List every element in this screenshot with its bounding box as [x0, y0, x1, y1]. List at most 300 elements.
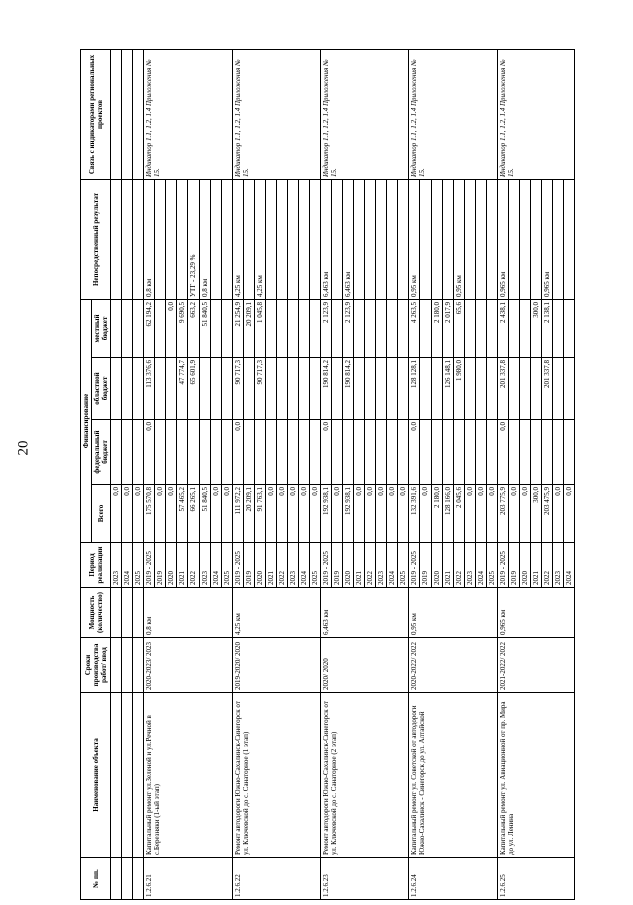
table-row [122, 50, 133, 900]
header-terms: Сроки производства работ/ ввод [81, 638, 111, 693]
total-cell: 57 465,2 [177, 485, 188, 543]
result-cell [508, 180, 519, 300]
header-period: Период реализации [81, 543, 111, 588]
federal-cell [431, 420, 442, 485]
table-row [232, 50, 243, 900]
total-cell: 51 840,5 [199, 485, 210, 543]
header-name: Наименование объекта [81, 693, 111, 858]
regional-cell [155, 358, 166, 420]
object-number: 1.2.6.21 [144, 858, 232, 900]
local-cell: 65,6 [453, 300, 464, 358]
regional-cell: 201 337,8 [541, 358, 552, 420]
federal-cell [376, 420, 387, 485]
empty-cell [111, 50, 122, 180]
result-cell [387, 180, 398, 300]
local-cell: 2 438,1 [497, 300, 508, 358]
period-cell: 2021 [177, 543, 188, 588]
table-row [409, 50, 420, 900]
federal-cell [486, 420, 497, 485]
federal-cell [343, 420, 354, 485]
header-total: Всего [92, 485, 111, 543]
local-cell: 1 045,8 [254, 300, 265, 358]
result-cell: 0,8 км [144, 180, 155, 300]
empty-cell [133, 588, 144, 638]
regional-cell: 90 717,3 [254, 358, 265, 420]
result-cell [155, 180, 166, 300]
regional-cell [210, 358, 221, 420]
result-cell [475, 180, 486, 300]
empty-cell [133, 858, 144, 900]
total-cell: 0,0 [387, 485, 398, 543]
result-cell [166, 180, 177, 300]
table-row [133, 50, 144, 900]
federal-cell [453, 420, 464, 485]
local-cell [420, 300, 431, 358]
empty-cell [133, 180, 144, 300]
header-capacity: Мощность (количество) [81, 588, 111, 638]
regional-cell [309, 358, 320, 420]
period-cell: 2025 [486, 543, 497, 588]
empty-cell [111, 300, 122, 358]
rotated-table-container [80, 50, 574, 900]
period-cell: 2022 [365, 543, 376, 588]
period-cell: 2021 [265, 543, 276, 588]
local-cell [298, 300, 309, 358]
regional-cell [464, 358, 475, 420]
result-cell: 6,463 км [343, 180, 354, 300]
local-cell: 20 209,1 [243, 300, 254, 358]
result-cell: 0,965 км [541, 180, 552, 300]
local-cell: 2 180,0 [431, 300, 442, 358]
local-cell [398, 300, 409, 358]
empty-cell [122, 358, 133, 420]
total-cell: 0,0 [298, 485, 309, 543]
empty-cell [133, 420, 144, 485]
local-cell [210, 300, 221, 358]
object-number: 1.2.6.22 [232, 858, 320, 900]
federal-cell: 0,0 [409, 420, 420, 485]
local-cell: 0,0 [166, 300, 177, 358]
table-row [144, 50, 155, 900]
object-terms: 2020-2022/ 2022 [409, 638, 497, 693]
result-cell [287, 180, 298, 300]
local-cell [486, 300, 497, 358]
regional-cell [475, 358, 486, 420]
result-cell [177, 180, 188, 300]
federal-cell [166, 420, 177, 485]
empty-cell [133, 50, 144, 180]
period-cell: 2025 [309, 543, 320, 588]
empty-cell [122, 180, 133, 300]
empty-cell [111, 420, 122, 485]
period-cell: 2021 [442, 543, 453, 588]
result-cell: 0,8 км [199, 180, 210, 300]
object-name: Ремонт автодороги Южно-Сахалинск-Синегорск от ул. Ключевской до с. Санаторное (1 этап) [232, 693, 320, 858]
local-cell: 2 123,9 [343, 300, 354, 358]
regional-cell [354, 358, 365, 420]
regional-cell [431, 358, 442, 420]
local-cell: 2 123,9 [321, 300, 332, 358]
local-cell [387, 300, 398, 358]
object-capacity: 0,95 км [409, 588, 497, 638]
local-cell [376, 300, 387, 358]
result-cell [564, 180, 575, 300]
total-cell: 0,0 [287, 485, 298, 543]
header-regional: областной бюджет [92, 358, 111, 420]
total-cell: 2 045,6 [453, 485, 464, 543]
financing-table [80, 49, 575, 900]
period-cell: 2022 [188, 543, 199, 588]
local-cell: 300,0 [530, 300, 541, 358]
total-cell: 175 570,8 [144, 485, 155, 543]
local-cell [332, 300, 343, 358]
federal-cell [420, 420, 431, 485]
total-cell: 0,0 [420, 485, 431, 543]
page-number: 20 [15, 440, 32, 456]
local-cell [365, 300, 376, 358]
indicator-link: Индикатор 1.1, 1.2, 1.4 Приложения № 15. [144, 50, 232, 180]
header-federal: федеральный бюджет [92, 420, 111, 485]
regional-cell: 126 148,1 [442, 358, 453, 420]
total-cell: 0,0 [155, 485, 166, 543]
table-body [111, 50, 575, 900]
federal-cell [177, 420, 188, 485]
federal-cell [354, 420, 365, 485]
federal-cell [276, 420, 287, 485]
object-capacity: 4,25 км [232, 588, 320, 638]
empty-cell [122, 588, 133, 638]
local-cell [553, 300, 564, 358]
result-cell [553, 180, 564, 300]
period-cell: 2019 - 2025 [321, 543, 332, 588]
local-cell [309, 300, 320, 358]
result-cell [530, 180, 541, 300]
result-cell [365, 180, 376, 300]
local-cell: 62 194,2 [144, 300, 155, 358]
total-cell: 0,0 [486, 485, 497, 543]
header-financing: Финансирование [81, 300, 92, 543]
indicator-link: Индикатор 1.1, 1.2, 1.4 Приложения № 15. [232, 50, 320, 180]
total-cell: 192 938,1 [343, 485, 354, 543]
period-cell: 2024 [298, 543, 309, 588]
period-cell: 2023 [464, 543, 475, 588]
header-link: Связь с индикаторами региональных проектов [81, 50, 111, 180]
object-name: Капитальный ремонт ул. Советской от автодороги Южно-Сахалинск - Синегорск до ул. Алтайской [409, 693, 497, 858]
total-cell: 0,0 [166, 485, 177, 543]
federal-cell [210, 420, 221, 485]
local-cell [287, 300, 298, 358]
local-cell: 2 138,1 [541, 300, 552, 358]
empty-cell [133, 358, 144, 420]
total-cell: 0,0 [519, 485, 530, 543]
regional-cell: 90 717,3 [232, 358, 243, 420]
period-cell: 2022 [453, 543, 464, 588]
period-cell: 2019 [243, 543, 254, 588]
federal-cell [387, 420, 398, 485]
federal-cell [287, 420, 298, 485]
total-cell: 0,0 [508, 485, 519, 543]
local-cell: 2 017,9 [442, 300, 453, 358]
federal-cell [508, 420, 519, 485]
period-cell: 2020 [166, 543, 177, 588]
local-cell: 663,2 [188, 300, 199, 358]
total-cell: 203 475,9 [541, 485, 552, 543]
result-cell [276, 180, 287, 300]
result-cell [309, 180, 320, 300]
period-cell: 2024 [210, 543, 221, 588]
regional-cell [287, 358, 298, 420]
federal-cell [475, 420, 486, 485]
object-number: 1.2.6.23 [321, 858, 409, 900]
period-cell: 2022 [541, 543, 552, 588]
regional-cell [508, 358, 519, 420]
federal-cell: 0,0 [321, 420, 332, 485]
total-cell: 0,0 [309, 485, 320, 543]
regional-cell [398, 358, 409, 420]
indicator-link: Индикатор 1.1, 1.2, 1.4 Приложения № 15. [497, 50, 574, 180]
federal-cell [541, 420, 552, 485]
object-capacity: 0,965 км [497, 588, 574, 638]
federal-cell: 0,0 [144, 420, 155, 485]
local-cell [519, 300, 530, 358]
period-cell: 2019 - 2025 [232, 543, 243, 588]
local-cell [464, 300, 475, 358]
regional-cell [166, 358, 177, 420]
regional-cell [387, 358, 398, 420]
total-cell: 2 180,0 [431, 485, 442, 543]
regional-cell: 128 128,1 [409, 358, 420, 420]
local-cell: 21 254,9 [232, 300, 243, 358]
regional-cell [332, 358, 343, 420]
local-cell [155, 300, 166, 358]
total-cell: 0,0 [265, 485, 276, 543]
result-cell [431, 180, 442, 300]
total-cell: 91 763,1 [254, 485, 265, 543]
result-cell [243, 180, 254, 300]
federal-cell [265, 420, 276, 485]
empty-cell [122, 693, 133, 858]
total-cell: 0,0 [553, 485, 564, 543]
period-cell: 2020 [254, 543, 265, 588]
indicator-link: Индикатор 1.1, 1.2, 1.4 Приложения № 15. [321, 50, 409, 180]
total-cell: 300,0 [530, 485, 541, 543]
total-cell: 0,0 [475, 485, 486, 543]
period-cell: 2020 [343, 543, 354, 588]
period-cell: 2025 [398, 543, 409, 588]
regional-cell: 190 814,2 [321, 358, 332, 420]
federal-cell [530, 420, 541, 485]
object-terms: 2019-2020/ 2020 [232, 638, 320, 693]
object-name: Капитальный ремонт ул. Авиационной от пр. Мира до ул. Ленина [497, 693, 574, 858]
period-cell: 2024 [387, 543, 398, 588]
period-cell: 2019 - 2025 [409, 543, 420, 588]
regional-cell: 47 774,7 [177, 358, 188, 420]
federal-cell [254, 420, 265, 485]
local-cell [475, 300, 486, 358]
result-cell: 4,25 км [232, 180, 243, 300]
total-cell: 0,0 [210, 485, 221, 543]
period-cell: 2023 [376, 543, 387, 588]
federal-cell: 0,0 [497, 420, 508, 485]
empty-cell [133, 693, 144, 858]
total-cell: 128 166,0 [442, 485, 453, 543]
table-row [321, 50, 332, 900]
result-cell [464, 180, 475, 300]
federal-cell [221, 420, 232, 485]
regional-cell: 201 337,8 [497, 358, 508, 420]
empty-cell [111, 858, 122, 900]
period-cell: 2021 [530, 543, 541, 588]
result-cell: 6,463 км [321, 180, 332, 300]
result-cell [398, 180, 409, 300]
object-number: 1.2.6.25 [497, 858, 574, 900]
result-cell: 0,95 км [453, 180, 464, 300]
regional-cell [265, 358, 276, 420]
federal-cell [155, 420, 166, 485]
result-cell: 0,95 км [409, 180, 420, 300]
result-cell [332, 180, 343, 300]
regional-cell: 1 980,0 [453, 358, 464, 420]
empty-cell [111, 180, 122, 300]
period-cell: 2021 [354, 543, 365, 588]
header-result: Непосредственный результат [81, 180, 111, 300]
federal-cell [365, 420, 376, 485]
empty-cell [111, 588, 122, 638]
federal-cell [243, 420, 254, 485]
object-number: 1.2.6.24 [409, 858, 497, 900]
object-terms: 2020-2023/ 2023 [144, 638, 232, 693]
period-cell: 2023 [111, 543, 122, 588]
object-name: Ремонт автодороги Южно-Сахалинск-Синегорск от ул. Ключевской до с. Санаторное (2 этап) [321, 693, 409, 858]
regional-cell [553, 358, 564, 420]
regional-cell: 190 814,2 [343, 358, 354, 420]
period-cell: 2024 [122, 543, 133, 588]
regional-cell [298, 358, 309, 420]
result-cell: 0,965 км [497, 180, 508, 300]
total-cell: 0,0 [122, 485, 133, 543]
empty-cell [122, 50, 133, 180]
period-cell: 2019 [420, 543, 431, 588]
header-local: местный бюджет [92, 300, 111, 358]
object-name: Капитальный ремонт ул.Зеленой и ул.Речной в с.Березняки (1-ый этап) [144, 693, 232, 858]
regional-cell [564, 358, 575, 420]
empty-cell [111, 638, 122, 693]
result-cell [442, 180, 453, 300]
local-cell: 4 263,5 [409, 300, 420, 358]
empty-cell [122, 638, 133, 693]
total-cell: 0,0 [354, 485, 365, 543]
empty-cell [122, 300, 133, 358]
total-cell: 0,0 [276, 485, 287, 543]
federal-cell [298, 420, 309, 485]
result-cell [376, 180, 387, 300]
total-cell: 192 938,1 [321, 485, 332, 543]
object-capacity: 6,463 км [321, 588, 409, 638]
regional-cell [276, 358, 287, 420]
federal-cell [564, 420, 575, 485]
period-cell: 2024 [564, 543, 575, 588]
result-cell [221, 180, 232, 300]
total-cell: 111 972,2 [232, 485, 243, 543]
regional-cell [420, 358, 431, 420]
federal-cell [442, 420, 453, 485]
total-cell: 0,0 [221, 485, 232, 543]
total-cell: 0,0 [376, 485, 387, 543]
federal-cell: 0,0 [232, 420, 243, 485]
federal-cell [332, 420, 343, 485]
total-cell: 20 209,1 [243, 485, 254, 543]
empty-cell [111, 693, 122, 858]
regional-cell [519, 358, 530, 420]
period-cell: 2023 [199, 543, 210, 588]
empty-cell [133, 638, 144, 693]
regional-cell: 113 376,6 [144, 358, 155, 420]
object-terms: 2020/ 2020 [321, 638, 409, 693]
table-row [497, 50, 508, 900]
indicator-link: Индикатор 1.1, 1.2, 1.4 Приложения № 15. [409, 50, 497, 180]
total-cell: 0,0 [398, 485, 409, 543]
regional-cell: 65 601,9 [188, 358, 199, 420]
federal-cell [309, 420, 320, 485]
result-cell [298, 180, 309, 300]
federal-cell [199, 420, 210, 485]
regional-cell [376, 358, 387, 420]
regional-cell [530, 358, 541, 420]
result-cell [265, 180, 276, 300]
period-cell: 2025 [133, 543, 144, 588]
result-cell: 4,25 км [254, 180, 265, 300]
period-cell: 2023 [553, 543, 564, 588]
result-cell [210, 180, 221, 300]
result-cell [420, 180, 431, 300]
result-cell: УТГ - 23,29 % [188, 180, 199, 300]
object-capacity: 0,8 км [144, 588, 232, 638]
regional-cell [486, 358, 497, 420]
total-cell: 0,0 [332, 485, 343, 543]
total-cell: 0,0 [464, 485, 475, 543]
local-cell [564, 300, 575, 358]
result-cell [519, 180, 530, 300]
table-row [111, 50, 122, 900]
period-cell: 2019 [332, 543, 343, 588]
empty-cell [111, 358, 122, 420]
local-cell [265, 300, 276, 358]
local-cell [508, 300, 519, 358]
federal-cell [398, 420, 409, 485]
period-cell: 2020 [519, 543, 530, 588]
empty-cell [133, 300, 144, 358]
regional-cell [243, 358, 254, 420]
regional-cell [221, 358, 232, 420]
total-cell: 66 265,1 [188, 485, 199, 543]
object-terms: 2021-2022/ 2022 [497, 638, 574, 693]
total-cell: 203 775,9 [497, 485, 508, 543]
local-cell [221, 300, 232, 358]
local-cell [354, 300, 365, 358]
period-cell: 2022 [276, 543, 287, 588]
federal-cell [553, 420, 564, 485]
total-cell: 0,0 [365, 485, 376, 543]
result-cell [486, 180, 497, 300]
result-cell [354, 180, 365, 300]
header-num: № пп. [81, 858, 111, 900]
local-cell: 51 840,5 [199, 300, 210, 358]
total-cell: 0,0 [564, 485, 575, 543]
empty-cell [122, 858, 133, 900]
period-cell: 2019 [155, 543, 166, 588]
federal-cell [188, 420, 199, 485]
period-cell: 2019 - 2025 [144, 543, 155, 588]
